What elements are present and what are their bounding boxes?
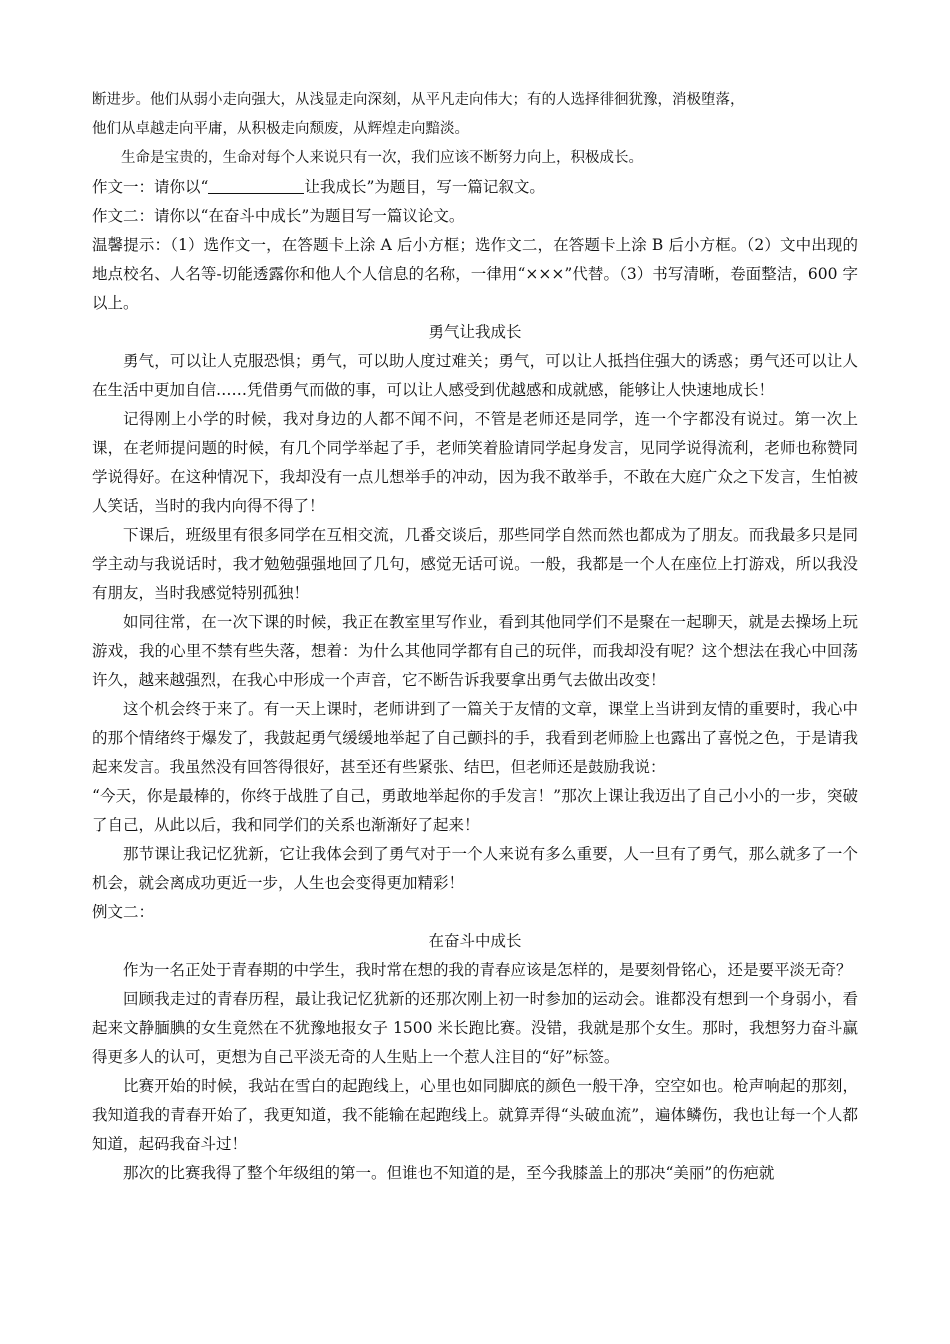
essay-1-paragraph: 这个机会终于来了。有一天上课时，老师讲到了一篇关于友情的文章，课堂上当讲到友情的重要时，我心中的那个情绪终于爆发了，我鼓起勇气缓缓地举起了自己颤抖的手，我看到老师脸上也露出了喜悦之色，于是请我起来发言。我虽然没有回答得很好，甚至还有些紧张、结巴，但老师还是鼓励我说：: [92, 700, 858, 776]
essay-2-paragraph: 那次的比赛我得了整个年级组的第一。但谁也不知道的是，至今我膝盖上的那决“美丽”的伤疤就: [123, 1164, 775, 1182]
prompt-tips: 温馨提示：（1）选作文一，在答题卡上涂 A 后小方框；选作文二，在答题卡上涂 B 后小方框。（2）文中出现的地点校名、人名等-切能透露你和他人个人信息的名称，一律用“×××”代替。（3）书写清晰，卷面整洁，600 字以上。: [92, 236, 858, 312]
essay-2-title: 在奋斗中成长: [428, 932, 522, 950]
essay-1-paragraph: 勇气，可以让人克服恐惧；勇气，可以助人度过难关；勇气，可以让人抵挡住强大的诱惑；勇气还可以让人在生活中更加自信……凭借勇气而做的事，可以让人感受到优越感和成就感，能够让人快速地成长！: [92, 352, 858, 399]
essay-2-paragraph: 作为一名正处于青春期的中学生，我时常在想的我的青春应该是怎样的，是要刻骨铭心，还是要平淡无奇？: [123, 961, 852, 979]
essay-1-paragraph: 如同往常，在一次下课的时候，我正在教室里写作业，看到其他同学们不是聚在一起聊天，就是去操场上玩游戏，我的心里不禁有些失落，想着：为什么其他同学都有自己的玩伴，而我却没有呢？这个想法在我心中回荡许久，越来越强烈，在我心中形成一个声音，它不断告诉我要拿出勇气去做出改变！: [92, 613, 858, 689]
essay-1-paragraph: 那节课让我记忆犹新，它让我体会到了勇气对于一个人来说有多么重要，人一旦有了勇气，那么就多了一个机会，就会离成功更近一步，人生也会变得更加精彩！: [92, 845, 858, 892]
essay-1-title: 勇气让我成长: [428, 323, 522, 341]
intro-line-1: 断进步。他们从弱小走向强大，从浅显走向深刻，从平凡走向伟大；有的人选择徘徊犹豫，消极堕落，: [92, 92, 745, 108]
essay-2-paragraph: 比赛开始的时候，我站在雪白的起跑线上，心里也如同脚底的颜色一般干净，空空如也。枪声响起的那刻，我知道我的青春开始了，我更知道，我不能输在起跑线上。就算弄得“头破血流”，遍体鳞伤，我也让每一个人都知道，起码我奋斗过！: [92, 1077, 858, 1153]
essay-1-paragraph: 下课后，班级里有很多同学在互相交流，几番交谈后，那些同学自然而然也都成为了朋友。而我最多只是同学主动与我说话时，我才勉勉强强地回了几句，感觉无话可说。一般，我都是一个人在座位上打游戏，所以我没有朋友，当时我感觉特别孤独！: [92, 526, 858, 602]
prompt-essay-1: [92, 173, 858, 202]
intro-line-2: 他们从卓越走向平庸，从积极走向颓废，从辉煌走向黯淡。: [92, 121, 469, 137]
prompt-essay-1-prefix: 作文一：请你以“: [92, 178, 209, 196]
essay-2-paragraph: 回顾我走过的青春历程，最让我记忆犹新的还那次刚上初一时参加的运动会。谁都没有想到一个身弱小，看起来文静腼腆的女生竟然在不犹豫地报女子 1500 米长跑比赛。没错，我就是那个女生。那时，我想努力奋斗赢得更多人的认可，更想为自己平淡无奇的人生贴上一个惹人注目的“好”标签。: [92, 990, 858, 1066]
prompt-essay-1-suffix: 让我成长”为题目，写一篇记叙文。: [304, 178, 545, 196]
intro-paragraph-2: 生命是宝贵的，生命对每个人来说只有一次，我们应该不断努力向上，积极成长。: [121, 150, 643, 166]
example-2-label: 例文二：: [92, 903, 155, 921]
title-blank-line: [208, 175, 304, 194]
essay-1-paragraph-quote: “今天，你是最棒的，你终于战胜了自己，勇敢地举起你的手发言！”那次上课让我迈出了自己小小的一步，突破了自己，从此以后，我和同学们的关系也渐渐好了起来！: [92, 787, 858, 834]
prompt-essay-2: 作文二：请你以“在奋斗中成长”为题目写一篇议论文。: [92, 207, 465, 225]
document-page: [92, 86, 858, 1188]
essay-1-paragraph: 记得刚上小学的时候，我对身边的人都不闻不问，不管是老师还是同学，连一个字都没有说过。第一次上课，在老师提问题的时候，有几个同学举起了手，老师笑着脸请同学起身发言，见同学说得流利，老师也称赞同学说得好。在这种情况下，我却没有一点儿想举手的冲动，因为我不敢举手，不敢在大庭广众之下发言，生怕被人笑话，当时的我内向得不得了！: [92, 410, 858, 515]
